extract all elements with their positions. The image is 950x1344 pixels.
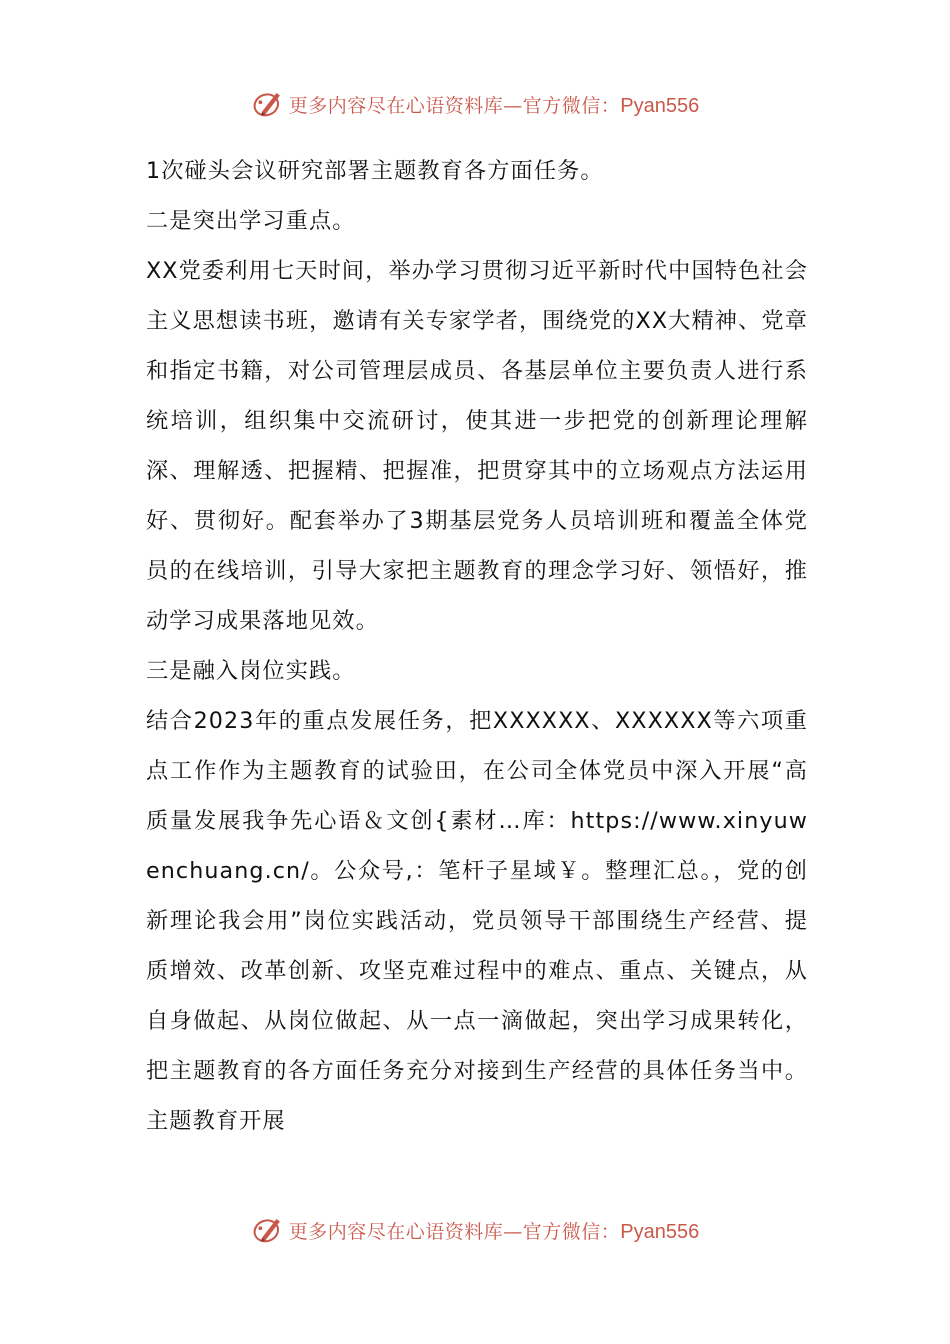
watermark-handle: Pyan556 [620, 1220, 700, 1243]
pen-seal-icon [251, 87, 285, 121]
watermark-text [289, 1217, 699, 1244]
watermark-label: 更多内容尽在心语资料库—官方微信： [288, 1220, 621, 1243]
section-heading: 三是融入岗位实践。 [146, 658, 356, 684]
section-heading: 二是突出学习重点。 [146, 208, 356, 234]
watermark-handle: Pyan556 [620, 94, 700, 117]
watermark-text [289, 91, 699, 118]
header-watermark [0, 84, 950, 124]
paragraph: 1次碰头会议研究部署主题教育各方面任务。 [146, 158, 604, 184]
footer-watermark [0, 1210, 950, 1250]
document-body [146, 146, 808, 1146]
paragraph: XX党委利用七天时间，举办学习贯彻习近平新时代中国特色社会主义思想读书班，邀请有关专家学者，围绕党的XX大精神、党章和指定书籍，对公司管理层成员、各基层单位主要负责人进行系统培训，组织集中交流研讨，使其进一步把党的创新理论理解深、理解透、把握精、把握准，把贯穿其中的立场观点方法运用好、贯彻好。配套举办了3期基层党务人员培训班和覆盖全体党员的在线培训，引导大家把主题教育的理念学习好、领悟好，推动学习成果落地见效。 [146, 258, 808, 634]
paragraph: 结合2023年的重点发展任务，把XXXXXX、XXXXXX等六项重点工作作为主题教育的试验田，在公司全体党员中深入开展“高质量发展我争先心语＆文创{素材…库：https://www.xinyuwenchuang.cn/。公众号,：笔杆子星域￥。整理汇总。，党的创新理论我会用”岗位实践活动，党员领导干部围绕生产经营、提质增效、改革创新、攻坚克难过程中的难点、重点、关键点，从自身做起、从岗位做起、从一点一滴做起，突出学习成果转化，把主题教育的各方面任务充分对接到生产经营的具体任务当中。主题教育开展 [146, 708, 808, 1134]
watermark-label: 更多内容尽在心语资料库—官方微信： [288, 94, 621, 117]
pen-seal-icon [251, 1213, 285, 1247]
